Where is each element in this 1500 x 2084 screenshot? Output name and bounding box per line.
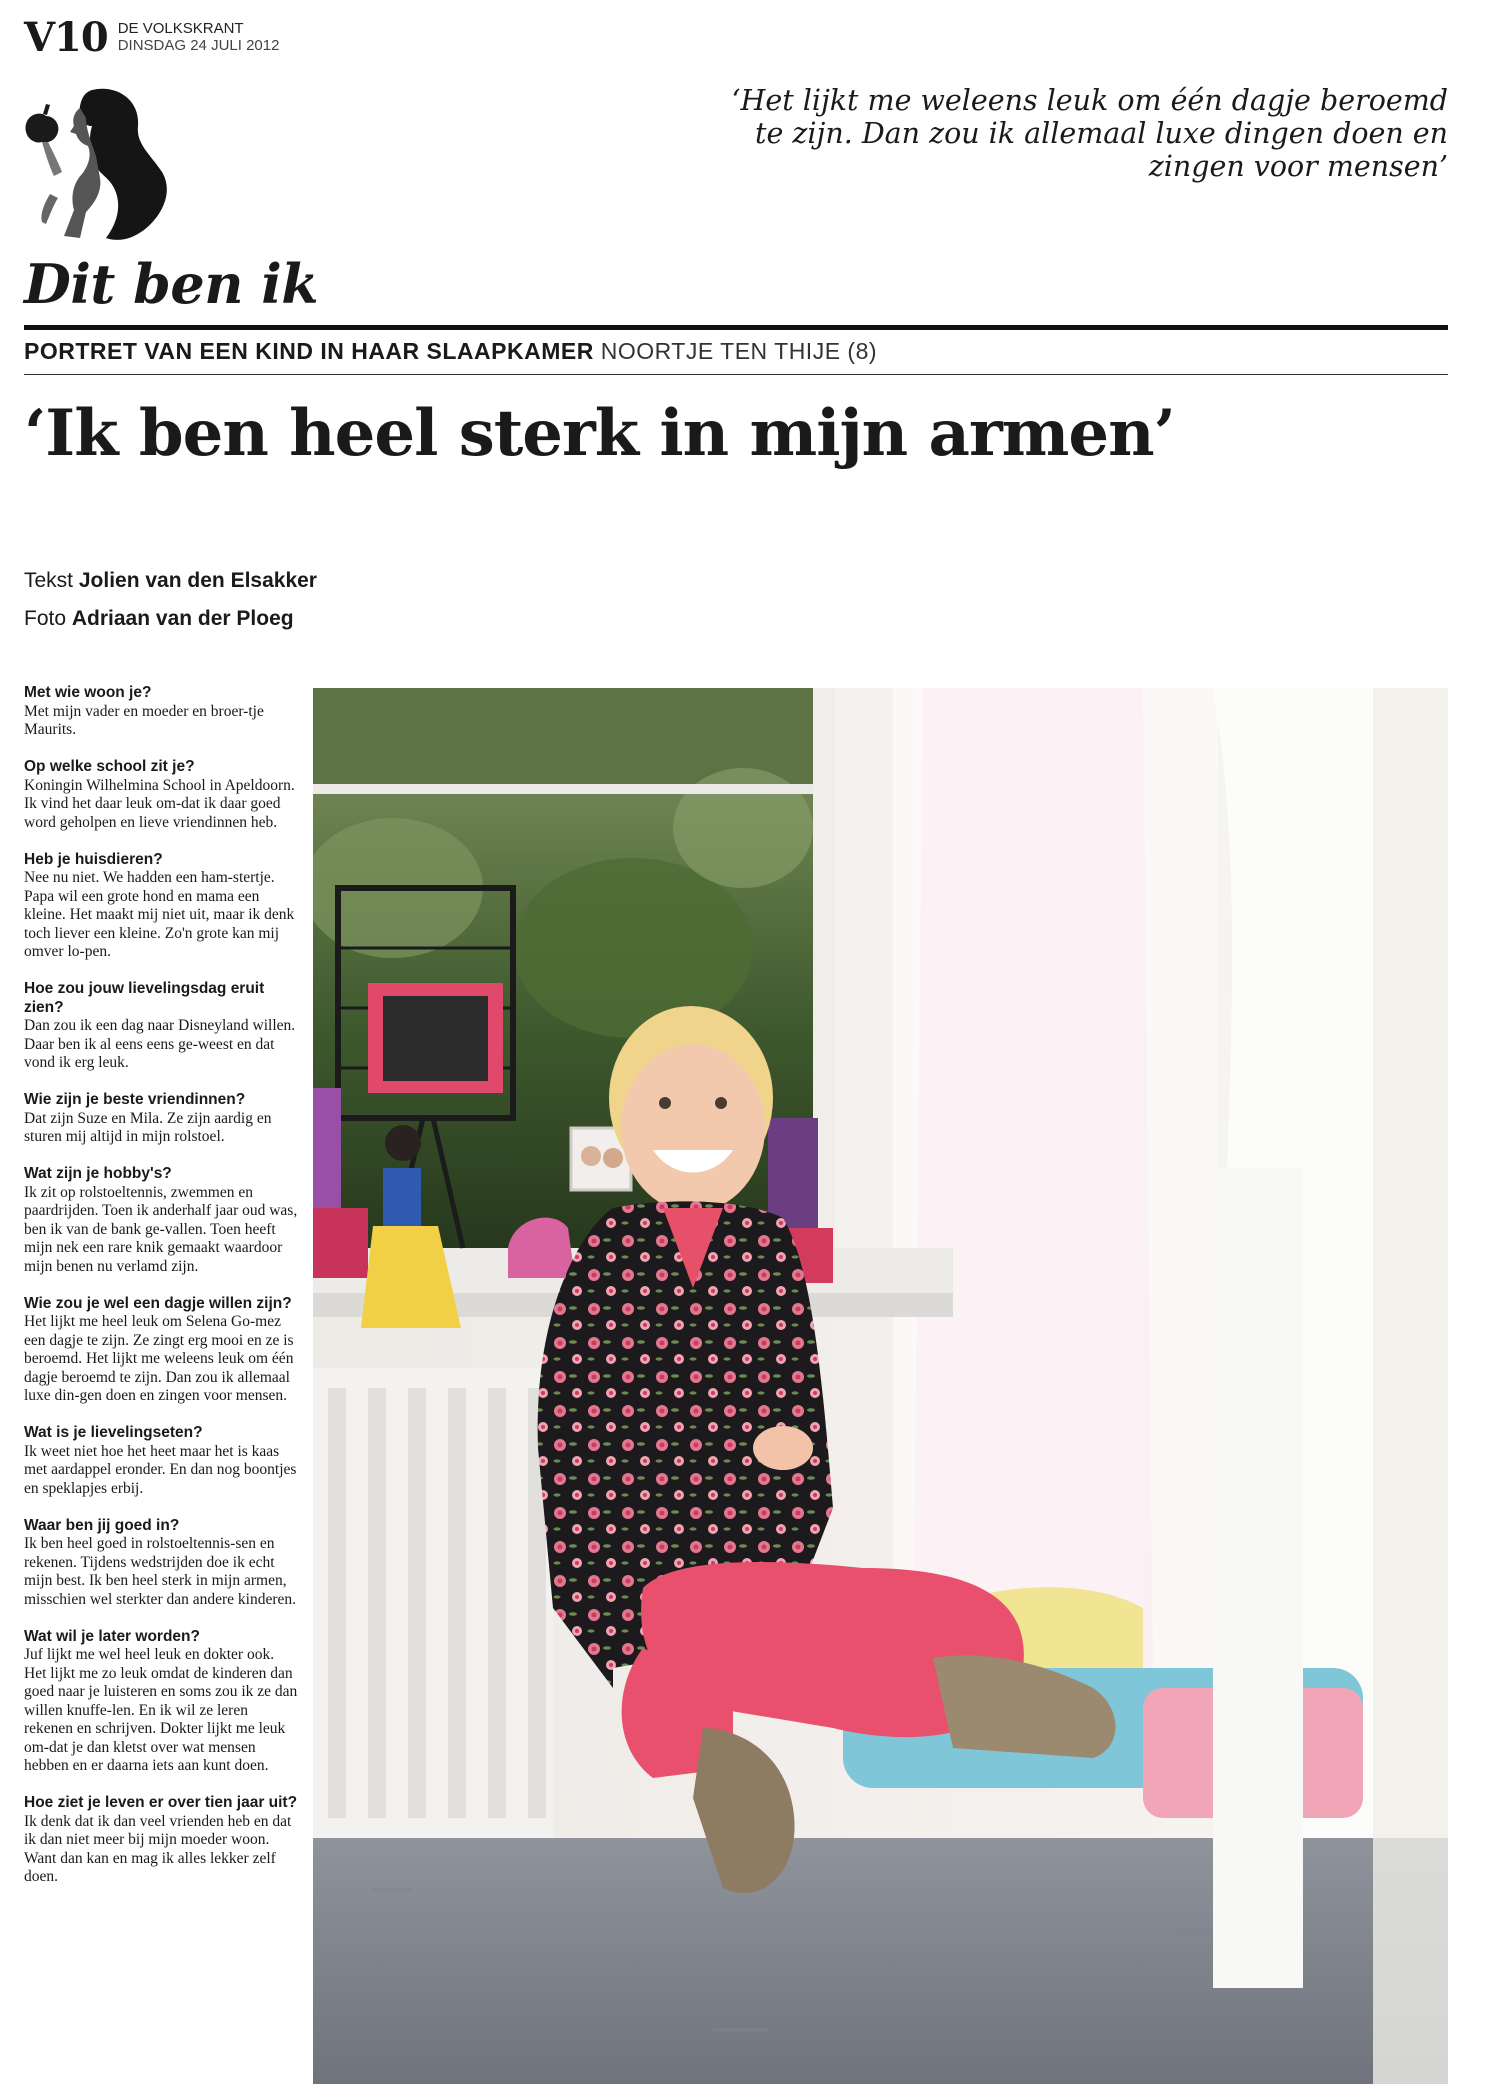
text-credit-label: Tekst — [24, 569, 74, 592]
qa-question: Wat zijn je hobby's? — [24, 1165, 172, 1182]
qa-question: Wie zou je wel een dagje willen zijn? — [24, 1294, 292, 1312]
qa-item — [24, 1794, 300, 1887]
kicker — [24, 338, 877, 365]
qa-item — [24, 980, 300, 1073]
qa-item — [24, 1628, 300, 1776]
pull-quote: ‘Het lijkt me weleens leuk om één dagje beroemd te zijn. Dan zou ik allemaal luxe dingen doen en zingen voor mensen’ — [731, 84, 1448, 183]
publication-info — [118, 20, 280, 54]
qa-item — [24, 758, 300, 832]
folio — [24, 14, 280, 61]
qa-answer: Het lijkt me heel leuk om Selena Go-mez een dagje te zijn. Ze zingt erg mooi en ze is beroemd. Het lijkt me weleens leuk om één dagje beroemd te zijn. Dan zou ik allemaal luxe din-gen doen en zingen voor mensen. — [24, 1313, 294, 1404]
qa-item — [24, 684, 300, 740]
qa-question: Hoe ziet je leven er over tien jaar uit? — [24, 1794, 298, 1811]
snow-white-silhouette-logo — [22, 86, 172, 246]
interview-column — [24, 684, 300, 1905]
qa-answer: Juf lijkt me wel heel leuk en dokter ook. Het lijkt me zo leuk omdat de kinderen dan goed naar je luisteren en soms zou ik ze dan willen knuffe-len. En ik wil ze leren rekenen en schrijven. Dokter lijkt me leuk om-dat je dan kletst over wat mensen hebben en er daarna iets aan kunt doen. — [24, 1646, 298, 1774]
publication-date: DINSDAG 24 JULI 2012 — [117, 37, 280, 54]
qa-item — [24, 1165, 300, 1276]
qa-item — [24, 1517, 300, 1610]
qa-question: Wie zijn je beste vriendinnen? — [24, 1091, 246, 1108]
qa-question: Op welke school zit je? — [24, 758, 195, 775]
qa-item — [24, 851, 300, 962]
photo-credit-author: Adriaan van der Ploeg — [71, 607, 294, 630]
photo-credit — [24, 600, 317, 638]
publication-name: DE VOLKSKRANT — [117, 20, 244, 37]
portrait-photo — [313, 688, 1448, 2084]
credits — [24, 562, 317, 638]
kicker-rule — [24, 374, 1448, 375]
qa-question: Hoe zou jouw lievelingsdag eruit zien? — [24, 980, 265, 1016]
text-credit — [24, 562, 317, 600]
section-rule — [24, 325, 1448, 330]
kicker-subject: NOORTJE TEN THIJE (8) — [600, 338, 878, 364]
qa-question: Waar ben jij goed in? — [24, 1516, 180, 1534]
qa-answer: Dat zijn Suze en Mila. Ze zijn aardig en sturen mij altijd in mijn rolstoel. — [24, 1109, 272, 1145]
qa-answer: Ik ben heel goed in rolstoeltennis-sen en rekenen. Tijdens wedstrijden doe ik echt mijn best. Ik ben heel sterk in mijn armen, misschien wel sterkter dan andere kinderen. — [24, 1535, 297, 1608]
kicker-label: PORTRET VAN EEN KIND IN HAAR SLAAPKAMER — [24, 338, 594, 364]
qa-answer: Nee nu niet. We hadden een ham-stertje. Papa wil een grote hond en mama een kleine. Het maakt mij niet uit, maar ik denk toch liever een kleine. Zo'n grote kan mij omver lo-pen. — [24, 869, 295, 960]
qa-answer: Met mijn vader en moeder en broer-tje Maurits. — [24, 702, 264, 738]
qa-item — [24, 1424, 300, 1498]
qa-answer: Ik zit op rolstoeltennis, zwemmen en paardrijden. Toen ik anderhalf jaar oud was, ben ik van de bank ge-vallen. Toen heeft mijn nek een rare knik gemaakt waardoor mijn benen nu verlamd zijn. — [24, 1183, 298, 1275]
text-credit-author: Jolien van den Elsakker — [78, 569, 317, 592]
page-number: V10 — [24, 14, 108, 61]
qa-item — [24, 1091, 300, 1147]
qa-question: Wat wil je later worden? — [24, 1627, 200, 1645]
qa-answer: Ik denk dat ik dan veel vrienden heb en dat ik dan niet meer bij mijn moeder woon. Want dan kan en mag ik alles lekker zelf doen. — [24, 1812, 292, 1885]
qa-question: Wat is je lievelingseten? — [24, 1424, 203, 1441]
qa-item — [24, 1295, 300, 1406]
qa-question: Heb je huisdieren? — [24, 850, 163, 868]
qa-answer: Ik weet niet hoe het heet maar het is kaas met aardappel eronder. En dan nog boontjes en speklapjes erbij. — [24, 1442, 297, 1497]
qa-answer: Koningin Wilhelmina School in Apeldoorn. Ik vind het daar leuk om-dat ik daar goed word geholpen en lieve vriendinnen heb. — [24, 776, 295, 831]
section-title: Dit ben ik — [24, 252, 319, 316]
qa-question: Met wie woon je? — [24, 684, 152, 701]
photo-credit-label: Foto — [24, 607, 67, 630]
qa-answer: Dan zou ik een dag naar Disneyland willen. Daar ben ik al eens eens ge-weest en dat vond ik erg leuk. — [24, 1017, 296, 1071]
headline: ‘Ik ben heel sterk in mijn armen’ — [24, 396, 1175, 471]
